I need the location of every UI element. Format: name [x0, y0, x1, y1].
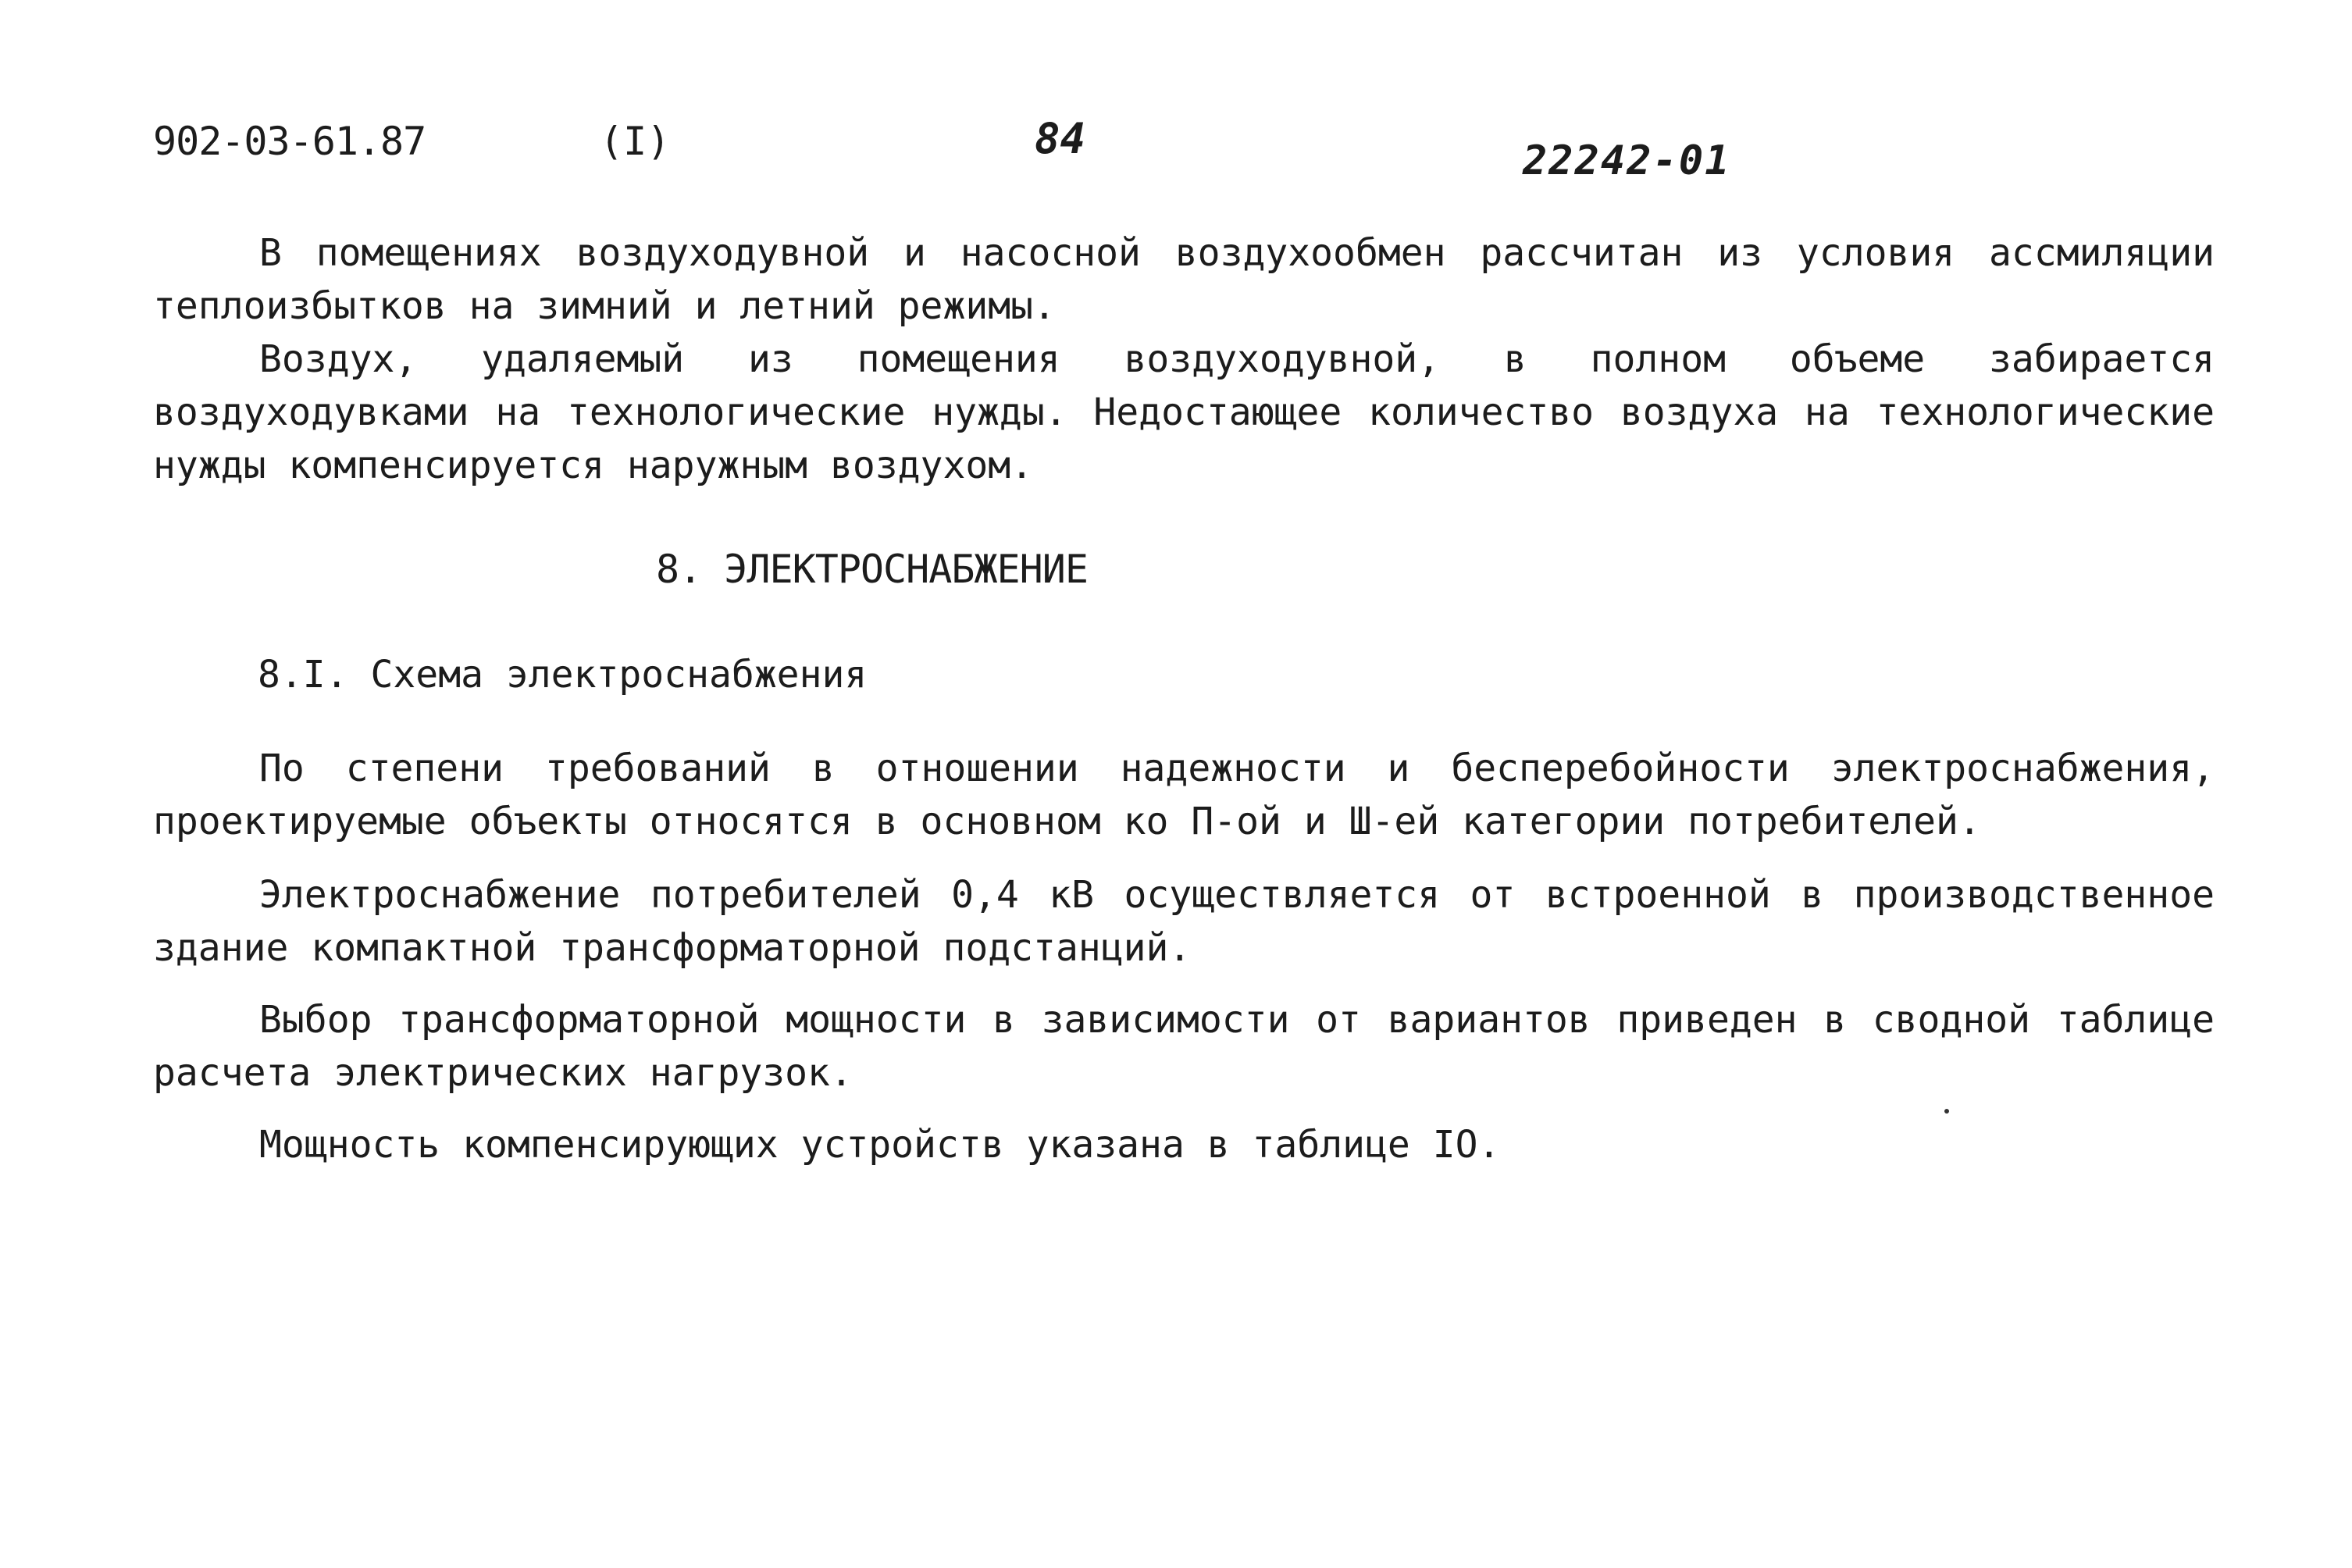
sheet-label: (I) — [600, 119, 671, 164]
page-number: 84 — [1035, 114, 1086, 163]
paragraph-transformer-choice: Выбор трансформаторной мощности в зависимости от вариантов приведен в сводной таблице расчета электрических нагрузок. — [153, 998, 2215, 1095]
paragraph-air-exchange: В помещениях воздуходувной и насосной воздухообмен рассчитан из условия ассмиляции теплоизбытков на зимний и летний режимы. — [153, 231, 2215, 328]
paragraph-power-supply: Электроснабжение потребителей 0,4 кВ осуществляется от встроенной в производственное здание компактной трансформаторной подстанций. — [153, 873, 2215, 970]
paragraph-reliability: По степени требований в отношении надежности и бесперебойности электроснабжения, проектируемые объекты относятся в основном ко П-ой и Ш-ей категории потребителей. — [153, 747, 2215, 843]
paragraph-air-removal: Воздух, удаляемый из помещения воздуходувной, в полном объеме забирается воздуходувками на технологические нужды. Недостающее количество воздуха на технологические нужды компенсируется наружным воздухом. — [153, 337, 2215, 487]
scan-speck — [1944, 1109, 1949, 1114]
document-code: 902-03-61.87 — [153, 119, 426, 164]
section-title: 8. ЭЛЕКТРОСНАБЖЕНИЕ — [656, 547, 1088, 592]
inventory-number: 22242-01 — [1523, 137, 1731, 184]
paragraph-compensation: Мощность компенсирующих устройств указана в таблице IO. — [259, 1123, 1501, 1167]
subsection-title: 8.I. Схема электроснабжения — [258, 653, 868, 697]
